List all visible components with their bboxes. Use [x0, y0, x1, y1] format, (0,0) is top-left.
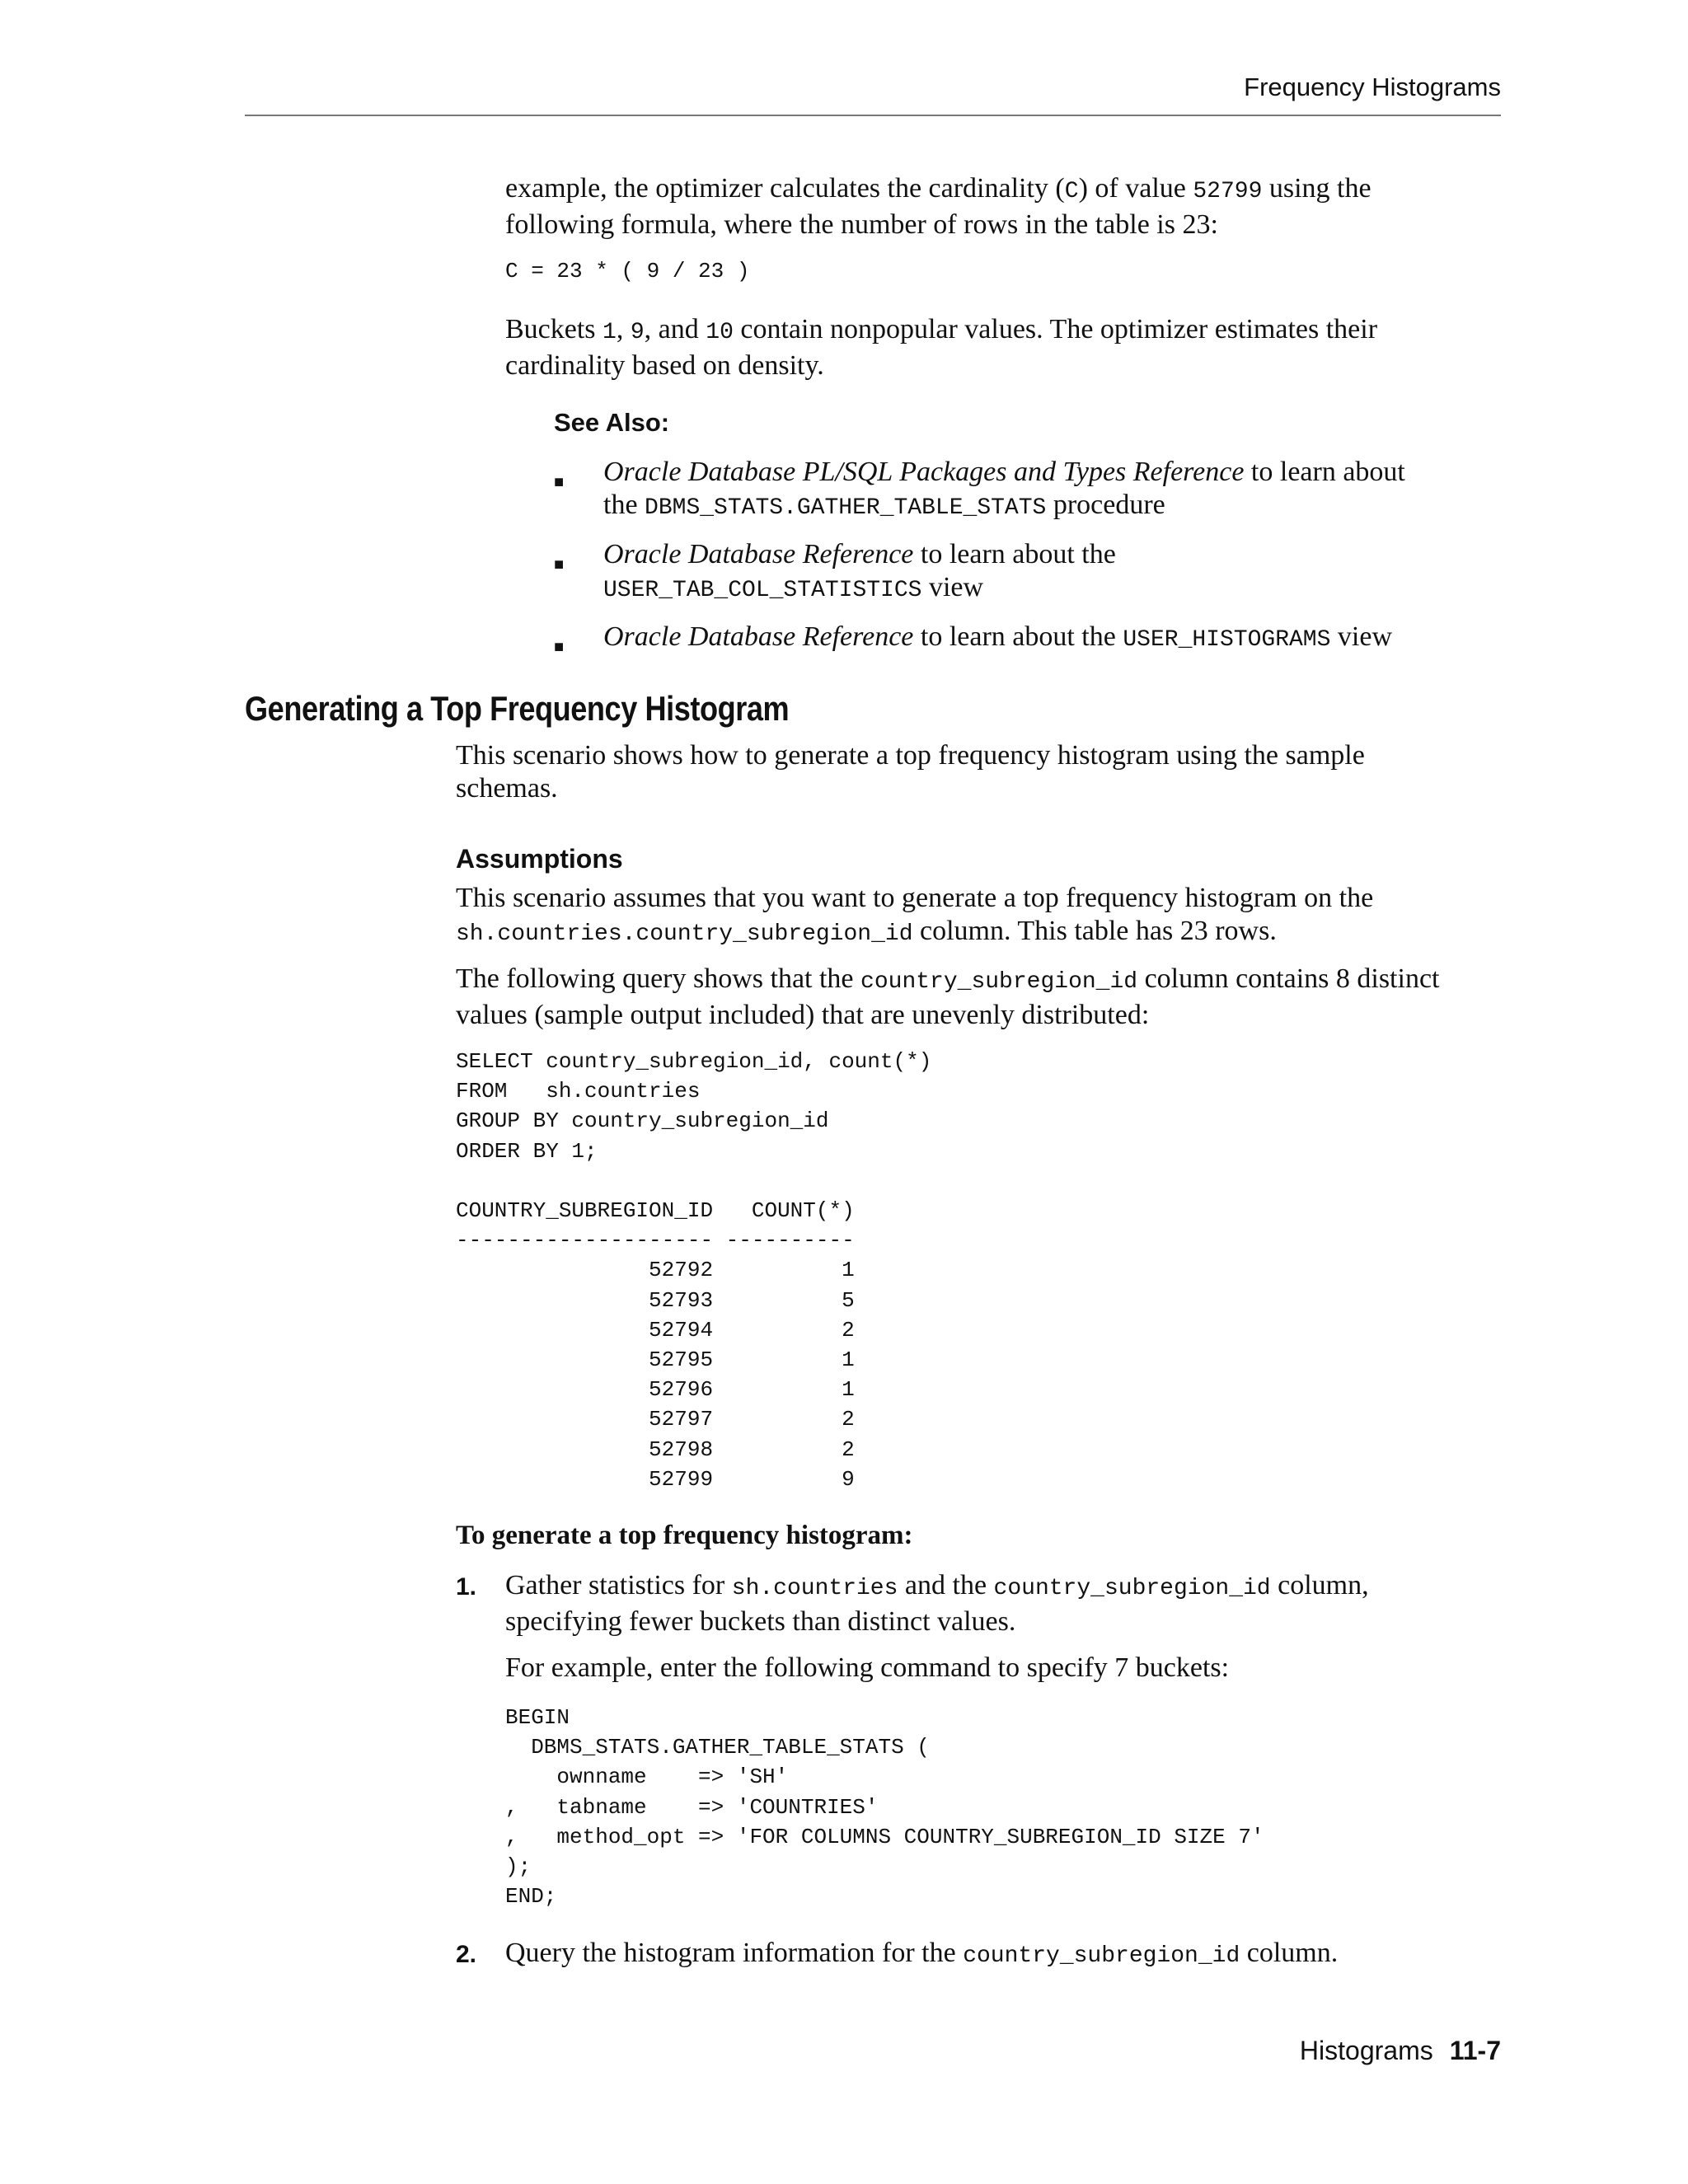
- text-line: [456, 915, 1373, 951]
- inline-code: C: [1064, 179, 1079, 204]
- bullet-icon: ■: [554, 555, 565, 574]
- text: example, the optimizer calculates the cardinality (: [505, 173, 1065, 204]
- text: to learn about the: [913, 621, 1123, 652]
- text: contain nonpopular values. The optimizer estimates their: [733, 314, 1378, 344]
- step-1-example: [505, 1652, 1229, 1685]
- page-number: 11-7: [1449, 2036, 1501, 2065]
- text: The following query shows that the: [456, 963, 861, 994]
- text-line: For example, enter the following command to specify 7 buckets:: [505, 1652, 1230, 1683]
- buckets-paragraph: [505, 313, 1377, 382]
- text: column.: [1240, 1938, 1339, 1968]
- reference-link[interactable]: Oracle Database Reference: [603, 539, 914, 569]
- running-header: Frequency Histograms: [1244, 73, 1501, 101]
- text-line: [505, 1937, 1338, 1973]
- see-also-list: [554, 456, 1502, 662]
- inline-code: sh.countries.country_subregion_id: [456, 921, 913, 947]
- text-line: [505, 313, 1377, 349]
- intro-paragraph: [505, 172, 1372, 241]
- bullet-icon: ■: [554, 638, 565, 656]
- text-line: [505, 1569, 1369, 1605]
- text-line: [603, 621, 1392, 657]
- inline-code: DBMS_STATS.GATHER_TABLE_STATS: [645, 495, 1047, 521]
- text: and the: [898, 1570, 994, 1601]
- text: the: [603, 490, 645, 520]
- inline-code: 1: [603, 320, 617, 345]
- text: using the: [1262, 173, 1372, 204]
- text: Query the histogram information for the: [505, 1938, 964, 1968]
- text: column,: [1270, 1570, 1369, 1601]
- inline-code: country_subregion_id: [963, 1943, 1240, 1969]
- text: view: [921, 572, 984, 602]
- text: ) of value: [1078, 173, 1193, 204]
- inline-code: country_subregion_id: [993, 1576, 1271, 1601]
- text: to learn about the: [913, 539, 1116, 569]
- text-line: specifying fewer buckets than distinct values.: [505, 1606, 1016, 1637]
- text: column. This table has 23 rows.: [912, 916, 1277, 946]
- text-line: This scenario shows how to generate a top frequency histogram using the sample: [456, 740, 1365, 771]
- bullet-icon: ■: [554, 473, 565, 491]
- inline-code: 9: [630, 320, 645, 345]
- see-also-title: See Also:: [554, 408, 670, 437]
- text: , and: [644, 314, 706, 344]
- gather-stats-code-block: BEGIN DBMS_STATS.GATHER_TABLE_STATS ( ownname => 'SH' , tabname => 'COUNTRIES' , method_opt => 'FOR COLUMNS COUNTRY_SUBREGION_ID SIZE 7' ); END;: [505, 1705, 1264, 1910]
- text-line: [505, 172, 1372, 209]
- page-footer: [1300, 2036, 1501, 2066]
- section-intro: [456, 739, 1365, 805]
- see-also-item[interactable]: [603, 538, 1116, 607]
- query-intro-paragraph: [456, 963, 1440, 1032]
- see-also-item[interactable]: [603, 456, 1405, 525]
- formula-code: C = 23 * ( 9 / 23 ): [505, 259, 750, 284]
- text-line: [603, 571, 1116, 607]
- step-number: 2.: [456, 1941, 477, 1968]
- text-line: This scenario assumes that you want to generate a top frequency histogram on the: [456, 883, 1374, 913]
- inline-code: 10: [706, 320, 734, 345]
- text-line: [456, 963, 1440, 999]
- header-rule: [245, 115, 1501, 116]
- reference-link[interactable]: Oracle Database Reference: [603, 621, 914, 652]
- procedure-title: To generate a top frequency histogram:: [456, 1521, 913, 1550]
- text: column contains 8 distinct: [1137, 963, 1440, 994]
- text: Buckets: [505, 314, 603, 344]
- section-title: Generating a Top Frequency Histogram: [245, 689, 790, 728]
- assumptions-paragraph: [456, 882, 1373, 951]
- inline-code: USER_TAB_COL_STATISTICS: [603, 578, 922, 603]
- text-line: [603, 456, 1405, 489]
- text-line: following formula, where the number of rows in the table is 23:: [505, 209, 1218, 240]
- text: Gather statistics for: [505, 1570, 732, 1601]
- step-1-text: [505, 1569, 1369, 1638]
- text-line: values (sample output included) that are unevenly distributed:: [456, 1000, 1150, 1030]
- step-number: 1.: [456, 1573, 477, 1601]
- text: to learn about: [1244, 457, 1405, 487]
- inline-code: country_subregion_id: [860, 969, 1138, 995]
- reference-link[interactable]: Oracle Database PL/SQL Packages and Types Reference: [603, 457, 1245, 487]
- text: view: [1330, 621, 1392, 652]
- text-line: [603, 489, 1405, 525]
- inline-code: sh.countries: [731, 1576, 898, 1601]
- text: ,: [616, 314, 631, 344]
- inline-code: USER_HISTOGRAMS: [1123, 627, 1331, 653]
- assumptions-title: Assumptions: [456, 844, 623, 874]
- query-code-block: SELECT country_subregion_id, count(*) FROM sh.countries GROUP BY country_subregion_id ORDER BY 1; COUNTRY_SUBREGION_ID COUNT(*) -------------------- ---------- 52792 1 52793 5 52794 2 52795 1 52796 1 52797 2 52798 2 52799 9: [456, 1049, 932, 1492]
- footer-chapter: Histograms: [1299, 2036, 1433, 2065]
- text-line: schemas.: [456, 773, 558, 804]
- text-line: [603, 538, 1116, 571]
- see-also-item[interactable]: [603, 621, 1392, 657]
- step-2-text: [505, 1937, 1338, 1973]
- inline-code: 52799: [1193, 179, 1263, 204]
- text-line: cardinality based on density.: [505, 350, 824, 381]
- text: procedure: [1046, 490, 1165, 520]
